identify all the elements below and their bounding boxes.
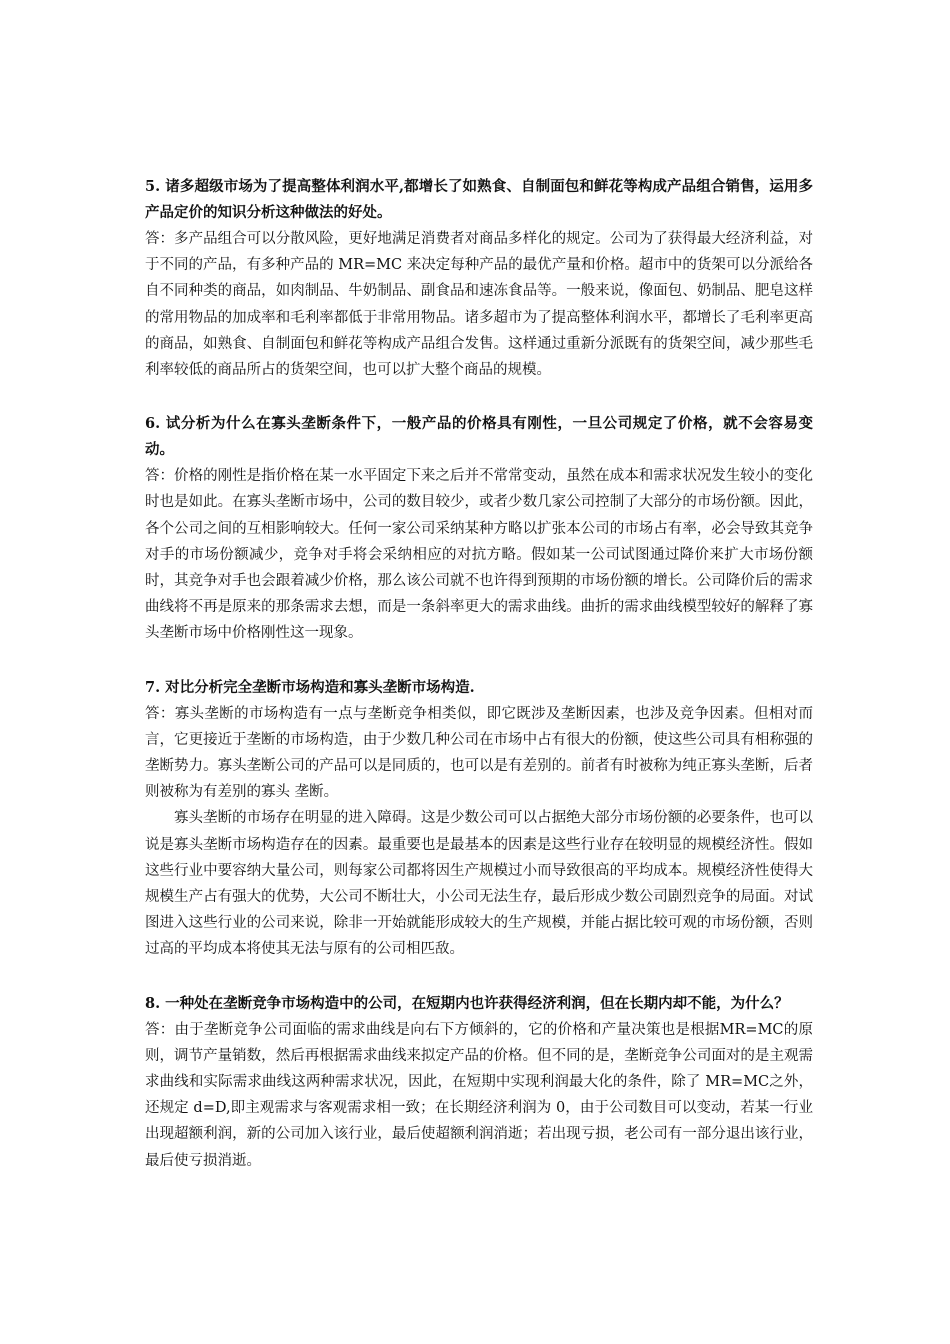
answer-paragraph: 答：价格的刚性是指价格在某一水平固定下来之后并不常常变动，虽然在成本和需求状况发生较小的变化时也是如此。在寡头垄断市场中，公司的数目较少，或者少数几家公司控制了大部分的市场份额。因此，各个公司之间的互相影响较大。任何一家公司采纳某种方略以扩张本公司的市场占有率，必会导致其竞争对手的市场份额减少，竞争对手将会采纳相应的对抗方略。假如某一公司试图通过降价来扩大市场份额时，其竞争对手也会跟着减少价格，那么该公司就不也许得到预期的市场份额的增长。公司降价后的需求曲线将不再是原来的那条需求去想，而是一条斜率更大的需求曲线。曲折的需求曲线模型较好的解释了寡头垄断市场中价格刚性这一现象。 — [145, 468, 813, 642]
question-block-5 — [145, 174, 813, 383]
answer-paragraph: 答：由于垄断竞争公司面临的需求曲线是向右下方倾斜的，它的价格和产量决策也是根据MR=MC的原则，调节产量销数，然后再根据需求曲线来拟定产品的价格。但不同的是，垄断竞争公司面对的是主观需求曲线和实际需求曲线这两种需求状况，因此，在短期中实现利润最大化的条件，除了 MR=MC之外，还规定 d=D,即主观需求与客观需求相一致；在长期经济利润为 0，由于公司数目可以变动，若某一行业出现超额利润，新的公司加入该行业，最后使超额利润消逝；若出现亏损，老公司有一部分退出该行业，最后使亏损消逝。 — [145, 1021, 813, 1169]
document-page — [145, 174, 813, 1202]
answer-paragraph: 答：寡头垄断的市场构造有一点与垄断竞争相类似，即它既涉及垄断因素，也涉及竞争因素。但相对而言，它更接近于垄断的市场构造，由于少数几种公司在市场中占有很大的份额，使这些公司具有相称强的垄断势力。寡头垄断公司的产品可以是同质的，也可以是有差别的。前者有时被称为纯正寡头垄断，后者则被称为有差别的寡头 垄断。 — [145, 705, 813, 801]
question-heading: 5. 诸多超级市场为了提高整体利润水平,都增长了如熟食、自制面包和鲜花等构成产品组合销售，运用多产品定价的知识分析这种做法的好处。 — [145, 178, 813, 221]
question-block-6 — [145, 411, 813, 646]
answer-paragraph: 寡头垄断的市场存在明显的进入障碍。这是少数公司可以占据绝大部分市场份额的必要条件，也可以说是寡头垄断市场构造存在的因素。最重要也是最基本的因素是这些行业存在较明显的规模经济性。假如这些行业中要容纳大量公司，则每家公司都将因生产规模过小而导致很高的平均成本。规模经济性使得大规模生产占有强大的优势，大公司不断壮大，小公司无法生存，最后形成少数公司剧烈竞争的局面。对试图进入这些行业的公司来说，除非一开始就能形成较大的生产规模，并能占据比较可观的市场份额，否则过高的平均成本将使其无法与原有的公司相匹敌。 — [145, 810, 813, 958]
question-heading: 8. 一种处在垄断竞争市场构造中的公司，在短期内也许获得经济利润，但在长期内却不能，为什么？ — [145, 994, 789, 1012]
question-block-8 — [145, 991, 813, 1174]
question-heading: 6. 试分析为什么在寡头垄断条件下，一般产品的价格具有刚性，一旦公司规定了价格，就不会容易变动。 — [145, 415, 813, 459]
question-heading: 7. 对比分析完全垄断市场构造和寡头垄断市场构造. — [145, 678, 475, 696]
question-block-7 — [145, 675, 813, 963]
answer-paragraph: 答：多产品组合可以分散风险，更好地满足消费者对商品多样化的规定。公司为了获得最大经济利益，对于不同的产品，有多种产品的 MR=MC 来决定每种产品的最优产量和价格。超市中的货架可以分派给各自不同种类的商品，如肉制品、牛奶制品、副食品和速冻食品等。一般来说，像面包、奶制品、肥皂这样的常用物品的加成率和毛利率都低于非常用物品。诸多超市为了提高整体利润水平，都增长了毛利率更高的商品，如熟食、自制面包和鲜花等构成产品组合发售。这样通过重新分派既有的货架空间，减少那些毛利率较低的商品所占的货架空间，也可以扩大整个商品的规模。 — [145, 231, 813, 379]
